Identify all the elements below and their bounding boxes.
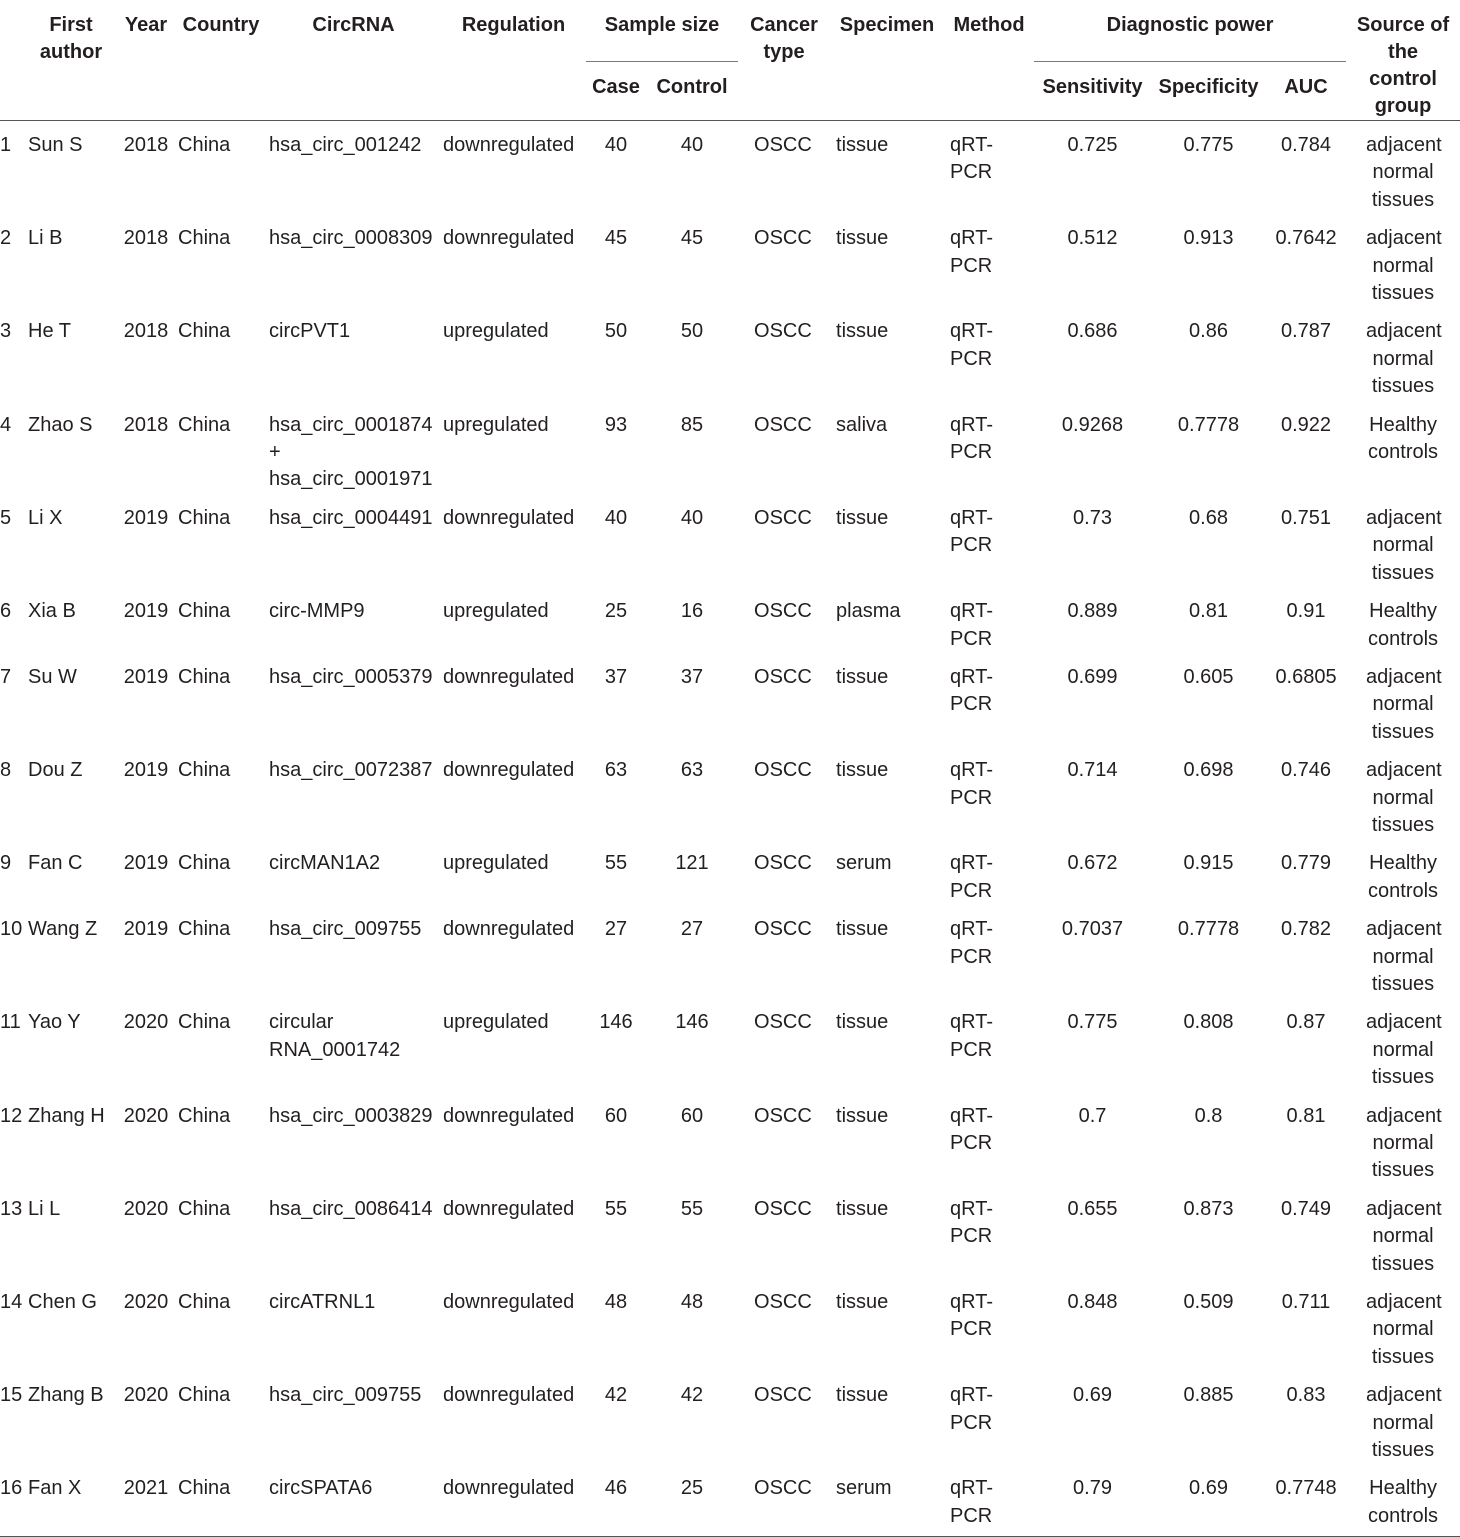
cell-sensitivity: 0.714 <box>1067 759 1118 782</box>
header-specificity: Specificity <box>1151 61 1266 120</box>
header-sensitivity: Sensitivity <box>1034 61 1151 120</box>
cell-circrna: circular RNA_0001742 <box>269 1011 401 1061</box>
cell-source: Healthy controls <box>1368 852 1439 902</box>
cell-source: adjacent normal tissues <box>1366 1384 1442 1462</box>
cell-source: adjacent normal tissues <box>1366 320 1442 398</box>
cell-country: China <box>178 665 231 688</box>
cell-regulation: downregulated <box>443 1197 575 1220</box>
header-case: Case <box>586 61 646 120</box>
table-row <box>0 401 1460 494</box>
cell-source: adjacent normal tissues <box>1366 506 1442 584</box>
table-row <box>0 746 1460 839</box>
cell-auc: 0.7748 <box>1266 1464 1346 1536</box>
cell-index: 11 <box>0 1011 21 1034</box>
cell-cancer-type: OSCC <box>754 134 812 156</box>
header-diagnostic-power <box>1034 0 1346 61</box>
cell-specimen: plasma <box>836 600 901 623</box>
cell-specificity: 0.605 <box>1183 665 1234 688</box>
cell-method: qRT-PCR <box>950 1104 993 1154</box>
cell-first-author: Chen G <box>28 1291 97 1314</box>
cell-circrna: circ-MMP9 <box>269 600 365 623</box>
cell-cancer-type: OSCC <box>754 320 812 343</box>
cell-first-author: Zhang H <box>28 1104 105 1127</box>
cell-sensitivity: 0.725 <box>1067 134 1118 156</box>
cell-sensitivity: 0.69 <box>1073 1384 1112 1407</box>
cell-first-author: Li L <box>28 1197 61 1220</box>
cell-first-author: He T <box>28 320 71 343</box>
cell-index: 5 <box>0 506 12 529</box>
cell-year: 2020 <box>123 1291 169 1314</box>
header-auc: AUC <box>1266 61 1346 120</box>
header-sample-size-label: Sample size <box>604 14 720 36</box>
cell-regulation: upregulated <box>443 1011 549 1034</box>
cell-source: adjacent normal tissues <box>1366 227 1442 305</box>
cell-index: 2 <box>0 227 12 250</box>
cell-source: adjacent normal tissues <box>1366 1011 1442 1089</box>
cell-country: China <box>178 1011 231 1034</box>
cell-source: adjacent normal tissues <box>1366 665 1442 743</box>
cell-source: adjacent normal tissues <box>1366 1197 1442 1275</box>
cell-method: qRT-PCR <box>950 600 993 650</box>
cell-cancer-type: OSCC <box>754 852 812 875</box>
cell-source: adjacent normal tissues <box>1366 134 1442 211</box>
header-circrna: CircRNA <box>266 0 441 121</box>
cell-sensitivity: 0.79 <box>1034 1464 1151 1536</box>
cell-specimen: tissue <box>836 1291 889 1314</box>
cell-index: 12 <box>0 1104 23 1127</box>
cell-cancer-type: OSCC <box>754 1197 812 1220</box>
header-row-top <box>0 0 1460 61</box>
header-source: Source of the control group <box>1346 0 1460 121</box>
cell-index: 16 <box>0 1464 26 1536</box>
cell-sensitivity: 0.512 <box>1067 227 1118 250</box>
cell-case: 25 <box>604 600 628 623</box>
cell-method: qRT-PCR <box>950 852 993 902</box>
cell-circrna: hsa_circ_001242 <box>269 134 422 156</box>
cell-sensitivity: 0.655 <box>1067 1197 1118 1220</box>
cell-source: adjacent normal tissues <box>1366 1104 1442 1182</box>
cell-country: China <box>178 1291 231 1314</box>
cell-auc: 0.784 <box>1280 134 1332 156</box>
cell-control: 85 <box>680 413 704 436</box>
cell-case: 55 <box>604 1197 628 1220</box>
cell-source: Healthy controls <box>1346 1464 1460 1536</box>
cell-case: 60 <box>604 1104 628 1127</box>
cell-circrna: circSPATA6 <box>266 1464 441 1536</box>
cell-country: China <box>178 320 231 343</box>
cell-specimen: serum <box>830 1464 944 1536</box>
cell-case: 45 <box>604 227 628 250</box>
cell-specimen: tissue <box>836 506 889 529</box>
cell-specificity: 0.873 <box>1183 1197 1234 1220</box>
cell-case: 55 <box>604 852 628 875</box>
cell-specificity: 0.68 <box>1189 506 1228 529</box>
cell-cancer-type: OSCC <box>754 1104 812 1127</box>
cell-year: 2020 <box>123 1384 169 1407</box>
cell-control: 45 <box>680 227 704 250</box>
cell-cancer-type: OSCC <box>754 227 812 250</box>
cell-country: China <box>178 506 231 529</box>
cell-year: 2018 <box>123 320 169 343</box>
cell-country: China <box>178 413 231 436</box>
cell-regulation: downregulated <box>443 227 575 250</box>
cell-source: adjacent normal tissues <box>1366 1291 1442 1368</box>
cell-index: 4 <box>0 413 12 436</box>
cell-specificity: 0.8 <box>1194 1104 1223 1127</box>
cell-index: 10 <box>0 918 23 941</box>
cell-auc: 0.782 <box>1280 918 1332 941</box>
cell-control: 63 <box>680 759 704 782</box>
header-index <box>0 0 26 121</box>
header-method: Method <box>944 0 1034 121</box>
cell-country: China <box>178 852 231 875</box>
cell-cancer-type: OSCC <box>738 1464 830 1536</box>
cell-year: 2021 <box>116 1464 176 1536</box>
cell-specimen: saliva <box>836 413 888 436</box>
cell-method: qRT-PCR <box>950 320 993 370</box>
cell-method: qRT-PCR <box>950 413 993 464</box>
cell-sensitivity: 0.686 <box>1067 320 1118 343</box>
cell-first-author: Li X <box>28 506 63 529</box>
cell-country: China <box>178 1384 231 1407</box>
cell-specificity: 0.69 <box>1151 1464 1266 1536</box>
cell-specificity: 0.913 <box>1183 227 1234 250</box>
header-regulation: Regulation <box>441 0 586 121</box>
header-first-author: First author <box>26 0 116 121</box>
cell-regulation: downregulated <box>443 918 575 941</box>
cell-case: 40 <box>604 134 628 156</box>
cell-year: 2020 <box>123 1104 169 1127</box>
cell-cancer-type: OSCC <box>754 1384 812 1407</box>
cell-specimen: tissue <box>836 1011 889 1034</box>
cell-year: 2019 <box>123 918 169 941</box>
cell-specimen: tissue <box>836 1384 889 1407</box>
cell-year: 2019 <box>123 852 169 875</box>
cell-method: qRT-PCR <box>950 1011 993 1061</box>
cell-circrna: hsa_circ_009755 <box>269 918 422 941</box>
table-row <box>0 214 1460 307</box>
table-row <box>0 1185 1460 1278</box>
cell-index: 15 <box>0 1384 23 1407</box>
cell-specificity: 0.7778 <box>1177 918 1240 941</box>
cell-auc: 0.711 <box>1281 1291 1331 1314</box>
cell-first-author: Zhang B <box>28 1384 104 1407</box>
cell-specificity: 0.7778 <box>1177 413 1240 436</box>
cell-year: 2019 <box>123 600 169 623</box>
cell-first-author: Fan C <box>28 852 83 875</box>
cell-cancer-type: OSCC <box>754 1291 812 1314</box>
cell-case: 50 <box>604 320 628 343</box>
table-row <box>0 1092 1460 1185</box>
cell-index: 9 <box>0 852 12 875</box>
cell-year: 2020 <box>123 1011 169 1034</box>
cell-case: 48 <box>604 1291 628 1314</box>
cell-control: 55 <box>680 1197 704 1220</box>
cell-index: 6 <box>0 600 12 623</box>
cell-circrna: hsa_circ_0072387 <box>269 759 433 782</box>
cell-auc: 0.751 <box>1280 506 1332 529</box>
cell-country: China <box>178 918 231 941</box>
cell-circrna: hsa_circ_009755 <box>269 1384 422 1407</box>
cell-method: qRT-PCR <box>950 665 993 716</box>
cell-year: 2018 <box>123 227 169 250</box>
cell-circrna: circMAN1A2 <box>269 852 381 875</box>
cell-specificity: 0.698 <box>1183 759 1234 782</box>
cell-index: 14 <box>0 1291 23 1314</box>
cell-method: qRT-PCR <box>950 759 993 809</box>
cell-auc: 0.87 <box>1286 1011 1326 1034</box>
cell-auc: 0.787 <box>1280 320 1332 343</box>
cell-regulation: downregulated <box>443 1291 575 1314</box>
cell-auc: 0.7642 <box>1275 227 1337 250</box>
header-sample-size <box>586 0 738 61</box>
cell-regulation: upregulated <box>443 600 549 623</box>
cell-control: 121 <box>675 852 709 875</box>
cell-cancer-type: OSCC <box>754 759 812 782</box>
cell-first-author: Dou Z <box>28 759 83 782</box>
cell-specimen: tissue <box>836 227 889 250</box>
cell-specificity: 0.509 <box>1183 1291 1234 1314</box>
cell-year: 2019 <box>123 665 169 688</box>
cell-case: 93 <box>604 413 628 436</box>
cell-source: Healthy controls <box>1368 600 1439 650</box>
cell-country: China <box>178 1104 231 1127</box>
cell-circrna: hsa_circ_0004491 <box>269 506 433 529</box>
cell-regulation: upregulated <box>443 413 549 436</box>
header-cancer-type: Cancer type <box>738 0 830 121</box>
cell-auc: 0.922 <box>1280 413 1332 436</box>
cell-index: 1 <box>0 134 12 156</box>
cell-year: 2019 <box>123 506 169 529</box>
table-row <box>0 998 1460 1091</box>
cell-first-author: Su W <box>28 665 77 688</box>
cell-auc: 0.779 <box>1280 852 1332 875</box>
cell-control: 40 <box>680 506 704 529</box>
cell-circrna: circATRNL1 <box>269 1291 376 1314</box>
cell-country: China <box>178 600 231 623</box>
cell-regulation: upregulated <box>443 852 549 875</box>
cell-circrna: hsa_circ_0086414 <box>269 1197 433 1220</box>
table-row <box>0 587 1460 653</box>
cell-regulation: downregulated <box>443 665 575 688</box>
cell-control: 48 <box>680 1291 704 1314</box>
header-diagnostic-power-label: Diagnostic power <box>1106 14 1274 36</box>
cell-year: 2019 <box>123 759 169 782</box>
cell-circrna: hsa_circ_0005379 <box>269 665 433 688</box>
cell-sensitivity: 0.73 <box>1073 506 1112 529</box>
cell-sensitivity: 0.672 <box>1067 852 1118 875</box>
cell-circrna: hsa_circ_0001874 + hsa_circ_0001971 <box>269 413 433 491</box>
cell-first-author: Yao Y <box>28 1011 81 1034</box>
cell-specimen: tissue <box>836 918 889 941</box>
cell-case: 37 <box>604 665 628 688</box>
cell-specimen: tissue <box>836 134 889 156</box>
cell-method: qRT-PCR <box>950 1197 993 1248</box>
table-row <box>0 905 1460 998</box>
cell-first-author: Li B <box>28 227 63 250</box>
cell-auc: 0.91 <box>1286 600 1326 623</box>
cell-method: qRT-PCR <box>950 227 993 277</box>
cell-circrna: circPVT1 <box>269 320 351 343</box>
cell-auc: 0.6805 <box>1275 665 1337 688</box>
cell-cancer-type: OSCC <box>754 1011 812 1034</box>
cell-case: 42 <box>604 1384 628 1407</box>
cell-country: China <box>178 759 231 782</box>
cell-specificity: 0.808 <box>1183 1011 1234 1034</box>
cell-cancer-type: OSCC <box>754 918 812 941</box>
cell-specimen: tissue <box>836 759 889 782</box>
cell-specimen: tissue <box>836 320 889 343</box>
cell-specificity: 0.915 <box>1183 852 1234 875</box>
cell-case: 63 <box>604 759 628 782</box>
cell-auc: 0.749 <box>1280 1197 1332 1220</box>
cell-sensitivity: 0.775 <box>1067 1011 1118 1034</box>
cell-method: qRT-PCR <box>950 506 993 557</box>
cell-specimen: tissue <box>836 1104 889 1127</box>
header-country: Country <box>176 0 266 121</box>
cell-index: 3 <box>0 320 12 343</box>
cell-method: qRT-PCR <box>944 1464 1034 1536</box>
table-row <box>0 1464 1460 1536</box>
cell-sensitivity: 0.7 <box>1078 1104 1107 1127</box>
cell-case: 46 <box>586 1464 646 1536</box>
cell-specificity: 0.86 <box>1189 320 1228 343</box>
cell-index: 13 <box>0 1197 23 1220</box>
cell-regulation: downregulated <box>443 1104 575 1127</box>
cell-source: adjacent normal tissues <box>1366 759 1442 836</box>
cell-first-author: Sun S <box>28 134 83 156</box>
cell-first-author: Fan X <box>26 1464 116 1536</box>
cell-control: 50 <box>680 320 704 343</box>
cell-country: China <box>178 1197 231 1220</box>
cell-case: 146 <box>599 1011 633 1034</box>
cell-auc: 0.83 <box>1286 1384 1326 1407</box>
table-row <box>0 839 1460 905</box>
cell-control: 42 <box>680 1384 704 1407</box>
cell-index: 8 <box>0 759 12 782</box>
cell-cancer-type: OSCC <box>754 665 812 688</box>
cell-first-author: Zhao S <box>28 413 93 436</box>
table-row <box>0 307 1460 400</box>
cell-year: 2018 <box>123 413 169 436</box>
cell-regulation: upregulated <box>443 320 549 343</box>
cell-sensitivity: 0.889 <box>1067 600 1118 623</box>
cell-control: 16 <box>680 600 704 623</box>
cell-case: 27 <box>604 918 628 941</box>
cell-year: 2020 <box>123 1197 169 1220</box>
cell-sensitivity: 0.9268 <box>1061 413 1124 436</box>
cell-control: 25 <box>646 1464 738 1536</box>
cell-specificity: 0.775 <box>1183 134 1234 156</box>
cell-control: 146 <box>675 1011 709 1034</box>
table-body <box>0 121 1460 1537</box>
table-row <box>0 653 1460 746</box>
cell-cancer-type: OSCC <box>754 413 812 436</box>
cell-method: qRT-PCR <box>950 1291 993 1341</box>
table-row <box>0 1278 1460 1371</box>
cell-cancer-type: OSCC <box>754 506 812 529</box>
cell-specimen: tissue <box>836 1197 889 1220</box>
table-row <box>0 121 1460 215</box>
cell-regulation: downregulated <box>443 1384 575 1407</box>
cell-sensitivity: 0.699 <box>1067 665 1118 688</box>
cell-source: Healthy controls <box>1368 413 1439 464</box>
cell-auc: 0.746 <box>1280 759 1332 782</box>
cell-specimen: serum <box>836 852 892 875</box>
cell-country: China <box>178 134 231 156</box>
cell-source: adjacent normal tissues <box>1366 918 1442 995</box>
cell-year: 2018 <box>123 134 169 156</box>
cell-specimen: tissue <box>836 665 889 688</box>
table-header <box>0 0 1460 121</box>
cell-country: China <box>178 227 231 250</box>
cell-method: qRT-PCR <box>950 1384 993 1434</box>
cell-regulation: downregulated <box>443 506 575 529</box>
header-year: Year <box>116 0 176 121</box>
cell-index: 7 <box>0 665 12 688</box>
cell-first-author: Xia B <box>28 600 76 623</box>
header-control: Control <box>646 61 738 120</box>
cell-regulation: downregulated <box>443 134 575 156</box>
cell-regulation: downregulated <box>443 759 575 782</box>
cell-method: qRT-PCR <box>950 134 993 184</box>
cell-regulation: downregulated <box>441 1464 586 1536</box>
cell-sensitivity: 0.7037 <box>1061 918 1124 941</box>
cell-control: 60 <box>680 1104 704 1127</box>
header-specimen: Specimen <box>830 0 944 121</box>
table-row <box>0 494 1460 587</box>
cell-specificity: 0.885 <box>1183 1384 1234 1407</box>
cell-circrna: hsa_circ_0008309 <box>269 227 433 250</box>
cell-sensitivity: 0.848 <box>1067 1291 1118 1314</box>
cell-case: 40 <box>604 506 628 529</box>
cell-first-author: Wang Z <box>28 918 98 941</box>
cell-auc: 0.81 <box>1286 1104 1326 1127</box>
table-row <box>0 1371 1460 1464</box>
cell-circrna: hsa_circ_0003829 <box>269 1104 433 1127</box>
cell-method: qRT-PCR <box>950 918 993 968</box>
cell-specificity: 0.81 <box>1189 600 1228 623</box>
cell-control: 37 <box>680 665 704 688</box>
cell-country: China <box>176 1464 266 1536</box>
cell-cancer-type: OSCC <box>754 600 812 623</box>
cell-control: 27 <box>680 918 704 941</box>
cell-control: 40 <box>680 134 704 156</box>
